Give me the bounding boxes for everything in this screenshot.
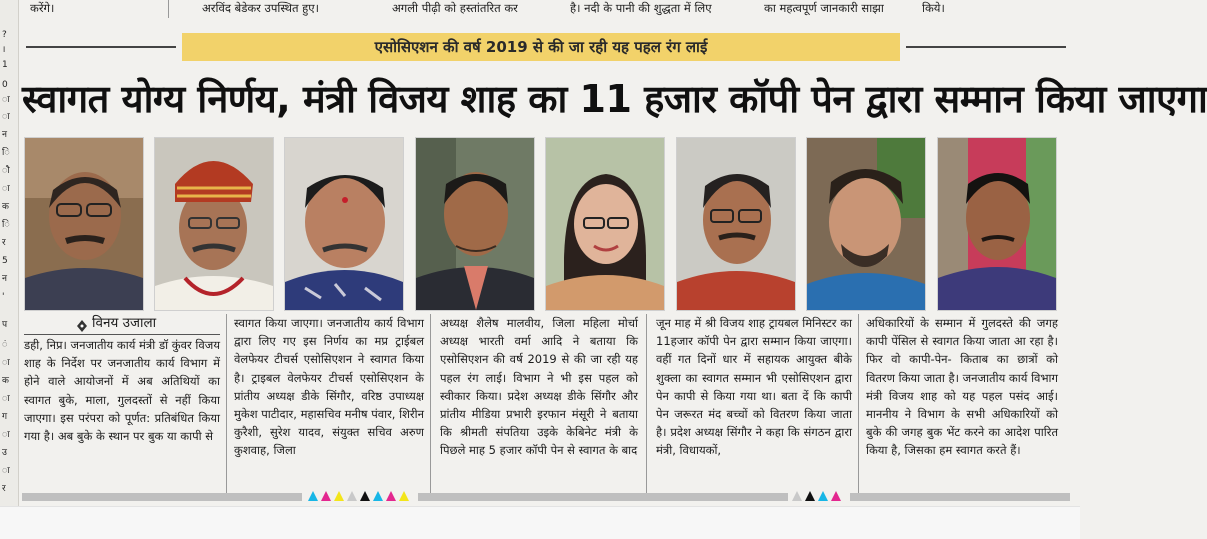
gutter-char: ा <box>2 358 10 368</box>
strip-text: करेंगे। <box>30 1 55 15</box>
gutter-char: ा <box>2 394 10 404</box>
gutter-char: ं <box>2 340 8 350</box>
strip-text: का महत्वपूर्ण जानकारी साझा <box>764 1 884 15</box>
gutter-char: 5 <box>2 256 8 266</box>
portrait-3 <box>284 137 404 311</box>
banner-rule-left <box>26 46 176 48</box>
gutter-char: ौ <box>2 166 10 176</box>
column-text: अध्यक्ष शैलेष मालवीय, जिला महिला मोर्चा अध्यक्ष भारती वर्मा आदि ने बताया कि एसोसिएशन की वर्ष 2019 से की जा रही यह पहल रंग लाई। विभाग ने भी इस पहल को स्वीकार किया। प्रदेश अध्यक्ष डीके सिंगौर और प्रांतीय मीडिया प्रभारी इरफान मंसूरी ने बताया कि श्रीमती संपतिया उइके केबिनेट मंत्री के पिछले माह 5 हजार कॉपी पेन से स्वागत के बाद <box>440 316 638 458</box>
print-bar <box>850 493 1070 501</box>
article-column-4 <box>656 314 852 460</box>
article-column-5 <box>866 314 1058 460</box>
gutter-char: उ <box>2 448 7 458</box>
portrait-6 <box>676 137 796 311</box>
gutter-char: क <box>2 202 9 212</box>
gutter-char: 0 <box>2 80 8 90</box>
registration-mark-icon <box>360 491 370 501</box>
registration-mark-icon <box>308 491 318 501</box>
left-gutter <box>0 0 19 538</box>
portrait-4 <box>415 137 535 311</box>
gutter-char: र <box>2 238 6 248</box>
column-divider <box>226 314 227 494</box>
headline: स्वागत योग्य निर्णय, मंत्री विजय शाह का 11 हजार कॉपी पेन द्वारा सम्मान किया जाएगा <box>22 77 1207 121</box>
portrait-7 <box>806 137 926 311</box>
gutter-char: 1 <box>2 60 8 70</box>
portrait-1 <box>24 137 144 311</box>
registration-mark-icon <box>386 491 396 501</box>
banner-rule-right <box>906 46 1066 48</box>
print-bar <box>22 493 302 501</box>
column-text: अधिकारियों के सम्मान में गुलदस्ते की जगह कापी पेंसिल से स्वागत किया जाता आ रहा है। फिर वो कापी-पेन- किताब का छात्रों को वितरण किया जाता है। जनजातीय कार्य विभाग मंत्री विजय शाह को यह पहल पसंद आई। माननीय ने विभाग के सभी अधिकारियों को बुके की जगह बुक भेंट करने का आदेश पारित किया है, जिसका हम स्वागत करते हैं। <box>866 316 1058 458</box>
registration-mark-icon <box>399 491 409 501</box>
gutter-char: ? <box>2 30 7 40</box>
registration-mark-icon <box>792 491 802 501</box>
gutter-char: । <box>2 45 6 55</box>
article-column-2 <box>234 314 424 460</box>
registration-mark-icon <box>831 491 841 501</box>
column-divider <box>858 314 859 494</box>
gutter-char: ि <box>2 220 10 230</box>
registration-mark-icon <box>347 491 357 501</box>
portrait-2 <box>154 137 274 311</box>
registration-mark-icon <box>373 491 383 501</box>
strip-text: है। नदी के पानी की शुद्धता में लिए <box>570 1 712 15</box>
gutter-char: क <box>2 376 9 386</box>
column-text: स्वागत किया जाएगा। जनजातीय कार्य विभाग द्वारा लिए गए इस निर्णय का मप्र ट्राईबल वेलफेयर टीचर्स एसोसिएशन ने स्वागत किया है। ट्राइबल वेलफेयर टीचर्स एसोसिएशन के प्रांतीय अध्यक्ष डीके सिंगौर, वरिष्ठ उपाध्यक्ष मुकेश पाटीदार, महासचिव मनीष पंवार, शिरीन कुरैशी, सुरेश यादव, संयुक्त सचिव अरुण कुशवाह, जिला <box>234 316 424 458</box>
column-divider <box>168 0 169 18</box>
print-bar <box>418 493 788 501</box>
article-column-1 <box>24 336 220 445</box>
gutter-char: ग <box>2 412 8 422</box>
byline-name: विनय उजाला <box>92 315 157 331</box>
strip-text: अरविंद बेडेकर उपस्थित हुए। <box>202 1 319 15</box>
column-divider <box>430 314 431 494</box>
byline <box>24 312 220 335</box>
pen-nib-icon <box>76 317 88 329</box>
registration-mark-icon <box>805 491 815 501</box>
gutter-char: प <box>2 320 8 330</box>
gutter-char: ा <box>2 95 10 105</box>
previous-article-strip <box>22 0 1072 22</box>
strip-text: अगली पीढ़ी को हस्तांतरित कर <box>392 1 518 15</box>
gutter-char: ा <box>2 112 10 122</box>
portrait-5 <box>545 137 665 311</box>
portrait-8 <box>937 137 1057 311</box>
article-column-3 <box>440 314 638 460</box>
strip-text: किये। <box>922 1 945 15</box>
gutter-char: न <box>2 274 7 284</box>
gutter-char: ा <box>2 430 10 440</box>
registration-mark-icon <box>818 491 828 501</box>
column-text: डही, निप्र। जनजातीय कार्य मंत्री डॉ कुंवर विजय शाह के निर्देश पर जनजातीय कार्य विभाग में होने वाले आयोजनों में अब अतिथियों का स्वागत बुके, माला, गुलदस्तों से नहीं किया जाएगा। इस परंपरा को पूर्णत: प्रतिबंधित किया गया है। अब बुके के स्थान पर बुक या कापी से <box>24 338 220 444</box>
kicker-banner: एसोसिएशन की वर्ष 2019 से की जा रही यह पहल रंग लाई <box>182 33 900 61</box>
registration-mark-icon <box>321 491 331 501</box>
gutter-char: न <box>2 130 7 140</box>
gutter-char: ि <box>2 148 10 158</box>
gutter-char: र <box>2 484 6 494</box>
gutter-char: ा <box>2 184 10 194</box>
print-marks-strip <box>22 490 1072 504</box>
column-divider <box>646 314 647 494</box>
page-bottom-margin <box>0 506 1080 539</box>
registration-mark-icon <box>334 491 344 501</box>
gutter-char: ' <box>2 292 5 302</box>
gutter-char: ा <box>2 466 10 476</box>
column-text: जून माह में श्री विजय शाह ट्रायबल मिनिस्टर का 11हजार कॉपी पेन द्वारा सम्मान किया जाएगा। वहीं गत दिनों धार में सहायक आयुक्त बीके शुक्ला का स्वागत सम्मान भी एसोसिएशन द्वारा पेन कापी से किया गया था। बता दें कि कापी पेन जरूरत मंद बच्चों को वितरण किया जाता है। प्रदेश अध्यक्ष सिंगौर ने कहा कि संगठन द्वारा मंत्री, विधायकों, <box>656 316 852 458</box>
